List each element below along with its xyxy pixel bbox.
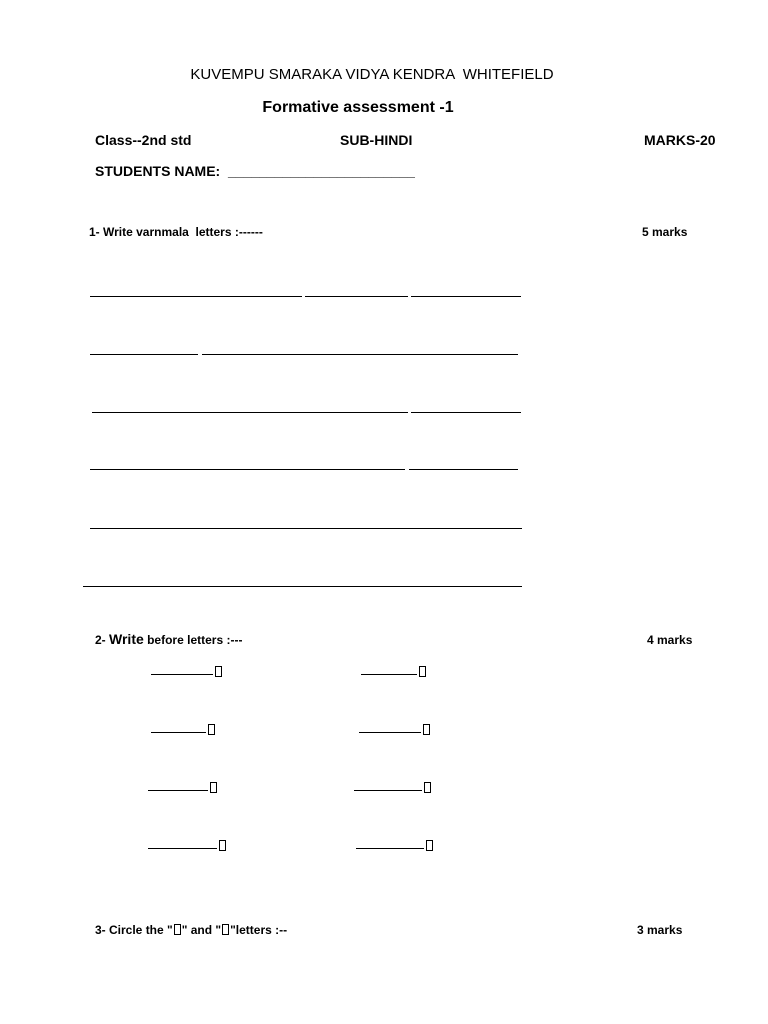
school-name: KUVEMPU SMARAKA VIDYA KENDRA WHITEFIELD xyxy=(190,66,554,83)
writing-line xyxy=(411,412,521,413)
writing-line xyxy=(409,469,518,470)
fill-blank-item xyxy=(151,719,215,735)
question-2-title xyxy=(95,631,242,647)
question-3-text-a: 3- Circle the " xyxy=(95,923,173,937)
subject-label: SUB-HINDI xyxy=(340,132,413,148)
question-1-title: 1- Write varnmala letters :------ xyxy=(89,225,263,239)
writing-line xyxy=(83,586,522,587)
question-2-number: 2- xyxy=(95,633,110,647)
fill-blank-item xyxy=(361,661,426,677)
fill-blank-item xyxy=(356,835,433,851)
question-1-marks: 5 marks xyxy=(642,225,688,239)
hindi-letter-glyph xyxy=(424,782,431,793)
student-name-blank: ________________________ xyxy=(228,163,415,179)
student-name-label: STUDENTS NAME: xyxy=(95,163,221,179)
hindi-letter-glyph xyxy=(174,924,181,935)
hindi-letter-glyph xyxy=(419,666,426,677)
question-2-keyword: Write xyxy=(109,631,144,647)
writing-line xyxy=(92,412,408,413)
hindi-letter-glyph xyxy=(426,840,433,851)
total-marks: MARKS-20 xyxy=(644,132,716,148)
hindi-letter-glyph xyxy=(210,782,217,793)
exam-title: Formative assessment -1 xyxy=(262,99,454,116)
fill-blank-item xyxy=(148,835,226,851)
fill-blank-item xyxy=(359,719,430,735)
writing-line xyxy=(90,469,405,470)
writing-line xyxy=(411,296,521,297)
fill-blank-item xyxy=(148,777,217,793)
hindi-letter-glyph xyxy=(215,666,222,677)
hindi-letter-glyph xyxy=(219,840,226,851)
question-3-text-c: "letters :-- xyxy=(230,923,288,937)
writing-line xyxy=(305,296,408,297)
fill-blank-item xyxy=(151,661,222,677)
hindi-letter-glyph xyxy=(222,924,229,935)
question-3-title xyxy=(95,923,287,937)
hindi-letter-glyph xyxy=(208,724,215,735)
writing-line xyxy=(202,354,518,355)
writing-line xyxy=(90,528,522,529)
question-3-marks: 3 marks xyxy=(637,923,683,937)
class-label: Class--2nd std xyxy=(95,132,192,148)
question-2-text: before letters :--- xyxy=(143,633,243,647)
writing-line xyxy=(90,354,198,355)
student-name-row xyxy=(95,163,415,179)
question-2-marks: 4 marks xyxy=(647,633,693,647)
fill-blank-item xyxy=(354,777,431,793)
writing-line xyxy=(90,296,302,297)
question-3-text-b: " and " xyxy=(181,923,222,937)
hindi-letter-glyph xyxy=(423,724,430,735)
